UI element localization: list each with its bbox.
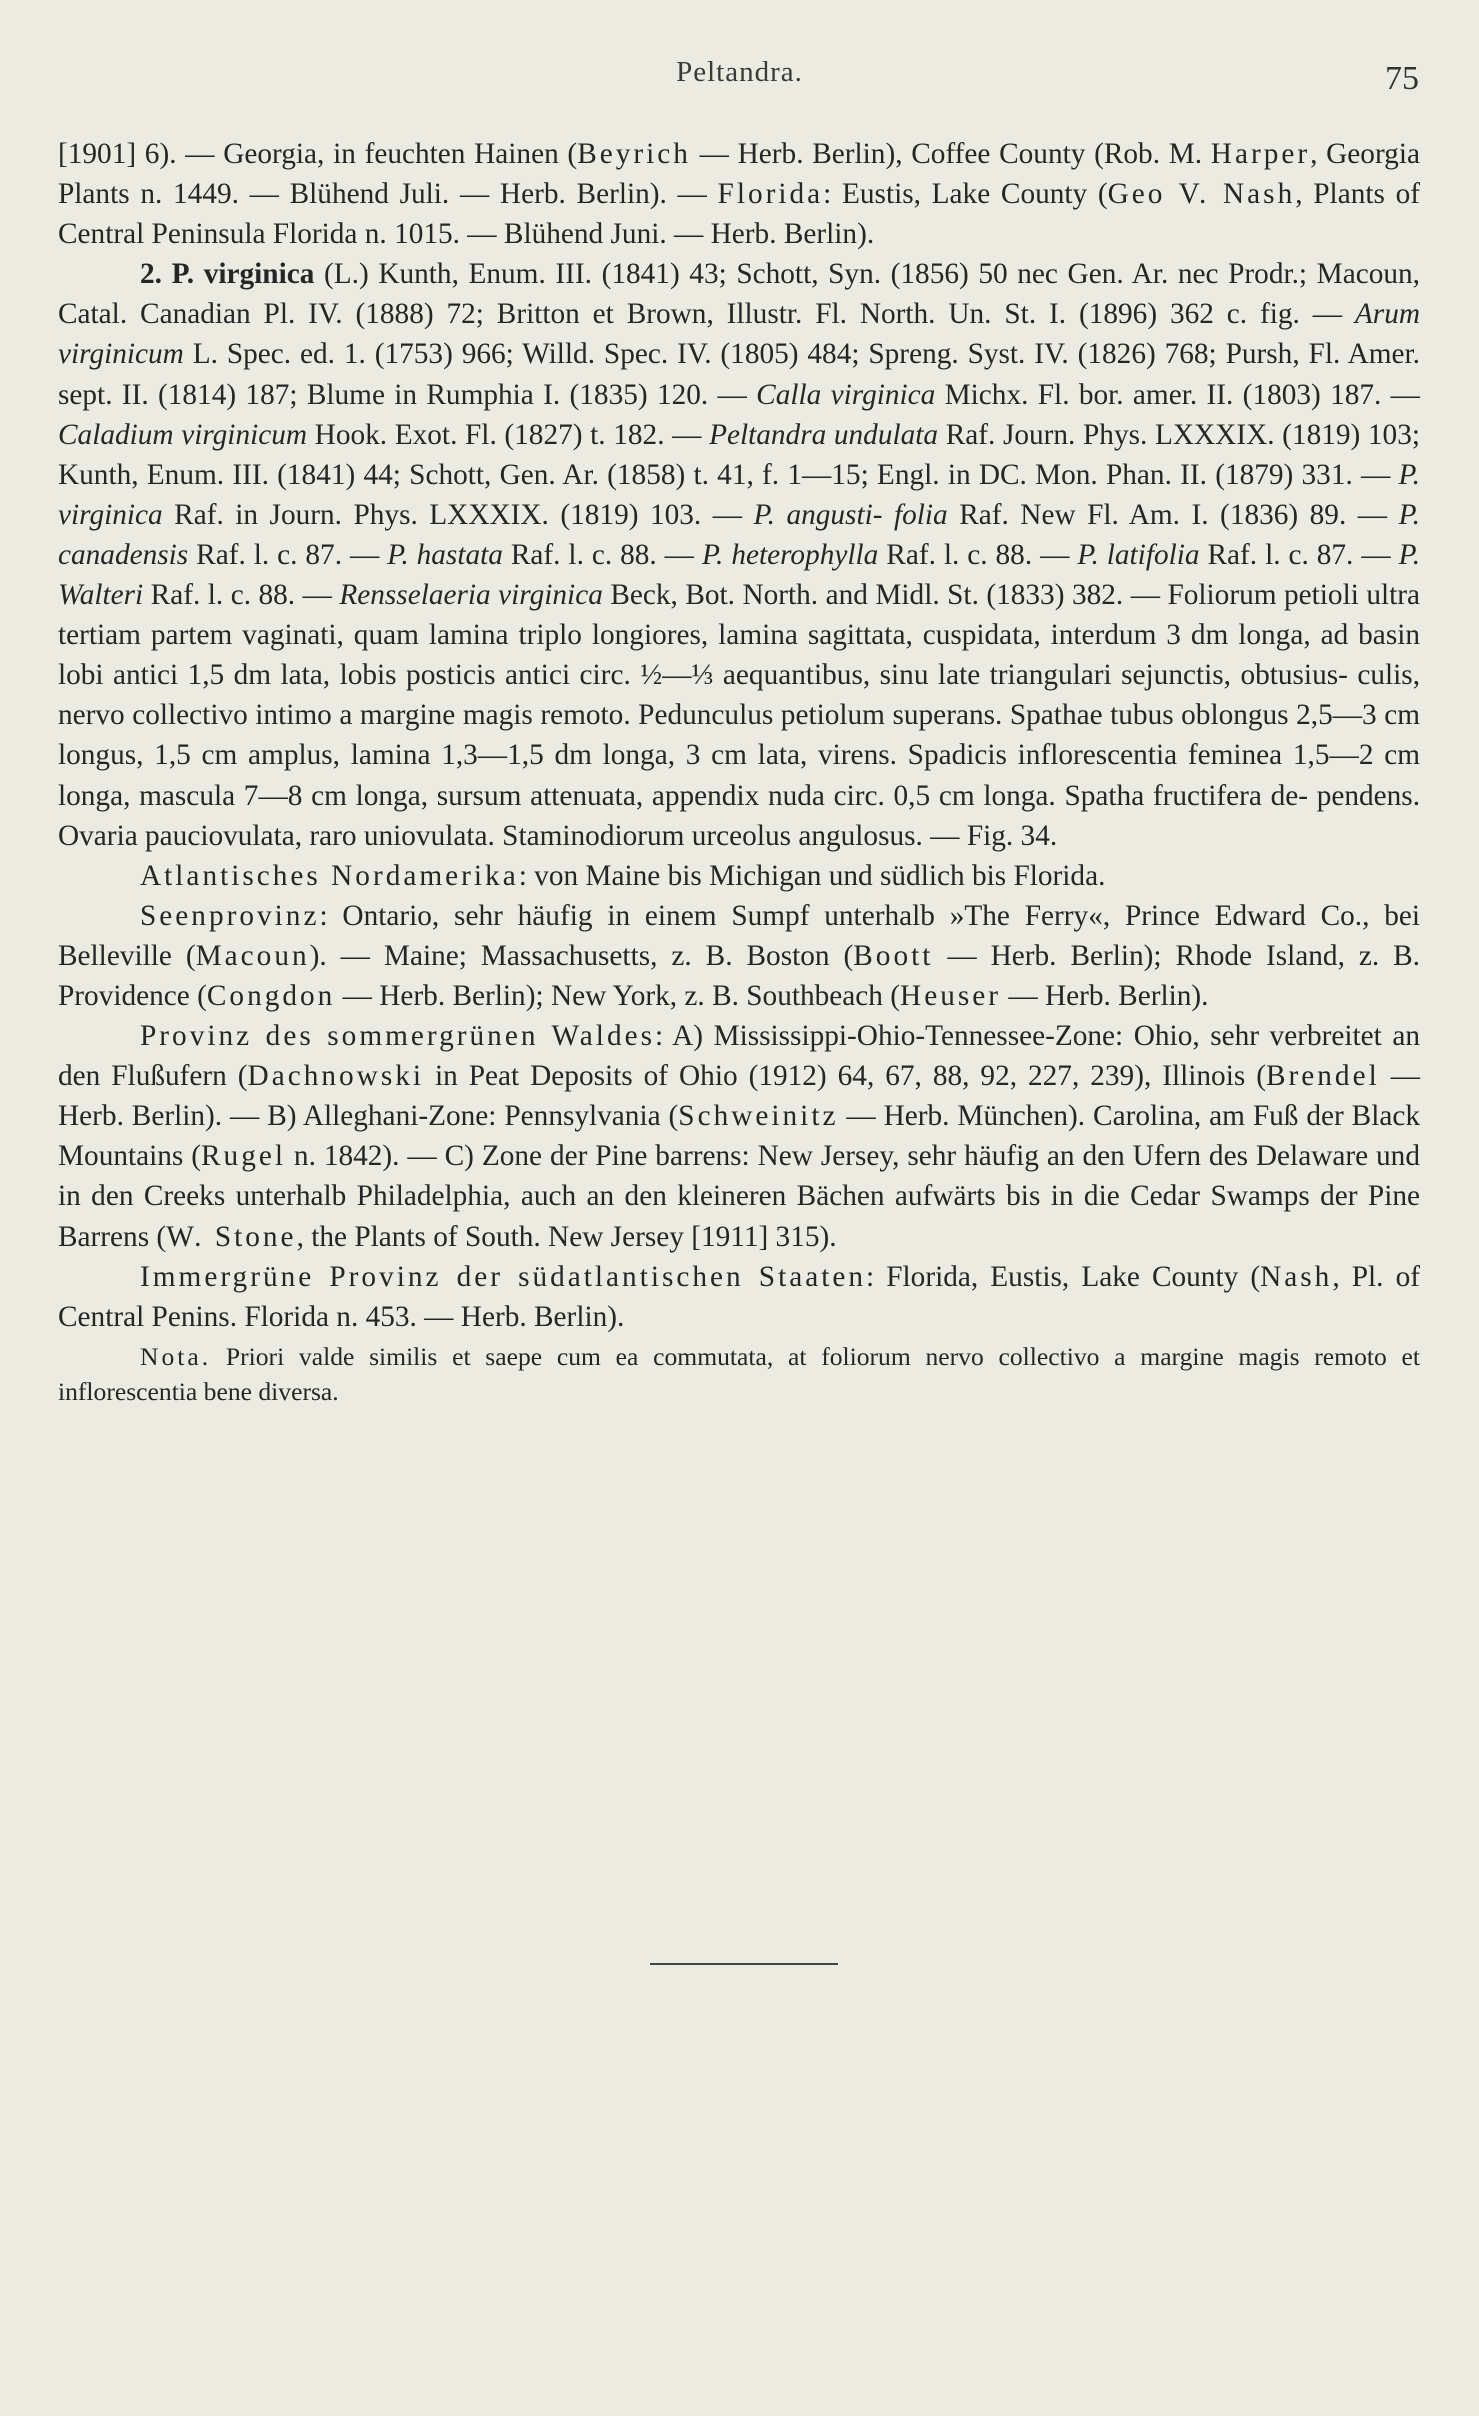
collector-name: Congdon	[206, 979, 336, 1012]
text-span: County (	[1151, 1260, 1261, 1293]
synonym: P. latifolia	[1077, 538, 1200, 571]
collector-name: Schweinitz	[678, 1100, 839, 1133]
text-span: Raf. l. c. 88. —	[143, 579, 340, 612]
region-name: Immergrüne Provinz der südatlantischen Staaten	[140, 1260, 867, 1293]
nota-label: Nota.	[140, 1341, 212, 1371]
figure-reference: Fig. 34.	[966, 819, 1058, 852]
synonym: Rensselaeria virginica	[339, 579, 603, 612]
text-span: (1753) 966; Willd. Spec. IV. (1805) 484; Spreng. Syst. IV. (1826) 768; Pursh, Fl.	[374, 338, 1341, 371]
text-span: Raf. New Fl. Am. I. (1836) 89. —	[947, 498, 1399, 531]
text-span: — Herb. München). Carolina, am Fuß der Black Mountains	[58, 1100, 1421, 1173]
text-span: n. 1015. — Blühend Juni. — Herb. Berlin).	[364, 218, 875, 251]
text-span: 64, 67, 88, 92, 227, 239), Illinois (	[837, 1060, 1266, 1093]
text-span: Gen. Ar. nec Prodr.; Macoun, Catal. Canadian Pl. IV. (1888) 72; Britton et Brown,	[58, 258, 1421, 331]
page-number: 75	[1385, 60, 1419, 97]
text-span: (	[191, 1140, 202, 1173]
text-span: Pennsylvania (	[504, 1100, 679, 1133]
region-name: Florida	[717, 178, 824, 211]
synonym: Walteri	[58, 579, 144, 612]
text-span: Raf. in Journ. Phys. LXXXIX. (1819) 103. —	[162, 498, 754, 531]
collector-name: W. Stone	[166, 1220, 297, 1253]
text-span: Ohio, sehr verbreitet an den Flußufern (	[58, 1020, 1420, 1093]
collector-name: Macoun	[195, 939, 310, 972]
text-span: pendens. Ovaria pauciovulata, raro uniovulata. Staminodiorum urceolus angulosus. —	[58, 779, 1421, 852]
text-span: (L.) Kunth, Enum. III. (1841) 43; Schott, Syn. (1856) 50 nec	[314, 258, 1058, 291]
text-span: Bächen aufwärts bis in die Cedar Swamps der Pine Barrens (	[58, 1180, 1421, 1253]
text-span: Raf. l. c. 87. —	[188, 538, 388, 571]
species-number: 2. P.	[140, 258, 204, 291]
page-header	[0, 56, 1479, 96]
text-span: t. 182. —	[590, 418, 710, 451]
text-span: Ufern des Delaware und in den Creeks unterhalb Philadelphia, auch an den kleineren	[58, 1140, 1420, 1213]
synonym: Caladium virginicum	[58, 418, 308, 451]
collector-name: Geo V. Nash	[1107, 178, 1296, 211]
text-span: Spathae tubus oblongus 2,5—3 cm longus, 1,5 cm amplus, lamina 1,3—1,5 dm longa,	[58, 699, 1420, 772]
text-span: 3 cm lata, virens. Spadicis inflorescentia feminea 1,5—2 cm longa, mascula 7—8 cm	[58, 739, 1420, 812]
collector-name: Beyrich	[577, 138, 691, 170]
text-span: lamina sagittata, cuspidata, interdum 3 dm longa, ad basin lobi antici 1,5 dm lata,	[58, 619, 1421, 692]
text-span: , Pl. of Central Penins. Florida n. 453. — Herb. Berlin).	[58, 1260, 1420, 1333]
region-name: Atlantisches Nordamerika	[140, 859, 519, 892]
section-divider	[650, 1963, 838, 1965]
text-span: , Plants of Central Peninsula Florida	[58, 178, 1420, 251]
nota-paragraph	[58, 1339, 1420, 1409]
synonym: P. canadensis	[58, 498, 1421, 571]
text-span: — Herb. Berlin); Rhode Island, z. B. Providence (	[58, 939, 1420, 1012]
text-span: — Herb. Berlin);	[335, 979, 544, 1012]
region-name: Seenprovinz	[140, 899, 320, 932]
text-span: Illustr. Fl. North. Un. St. I. (1896) 362 c. fig. —	[726, 298, 1355, 331]
synonym: folia	[893, 498, 948, 531]
species-description	[58, 254, 1420, 855]
text-span: Michx.	[935, 378, 1029, 411]
text-span: — Herb. Berlin).	[1001, 979, 1209, 1012]
distribution-paragraph	[58, 896, 1420, 1016]
collector-name: Boott	[853, 939, 934, 972]
text-span: : Florida, Eustis, Lake	[866, 1260, 1140, 1293]
text-span: Priori valde similis et saepe cum ea commutata, at foliorum nervo collectivo a	[211, 1341, 1126, 1371]
distribution-paragraph	[58, 856, 1420, 896]
text-span: Raf. l. c. 88. —	[510, 538, 702, 571]
text-span: , the Plants	[296, 1220, 426, 1253]
synonym: P.	[1398, 538, 1421, 571]
text-span: Hook. Exot. Fl. (1827)	[307, 418, 583, 451]
species-entry	[58, 134, 1420, 254]
text-span: : A) Mississippi-Ohio-Tennessee-Zone:	[655, 1020, 1124, 1053]
text-span: Prince Edward Co., bei Belleville (	[58, 899, 1421, 972]
text-span: Amer. sept. II. (1814) 187; Blume in Rumphia I. (1835) 120. —	[58, 338, 1420, 411]
collector-name: Harper	[1210, 138, 1311, 170]
synonym: P. virginica	[58, 458, 1420, 531]
text-span: n. 1842). — C) Zone der Pine barrens: New Jersey, sehr häufig an den	[286, 1140, 1125, 1173]
synonym: Calla virginica	[756, 378, 936, 411]
synonym: P. heterophylla	[701, 538, 879, 571]
text-span: margine magis remoto et inflorescentia bene diversa.	[58, 1341, 1420, 1406]
text-span: (1879) 331. —	[1215, 458, 1399, 491]
text-span: (Rob. M.	[1094, 138, 1211, 170]
text-span: : von Maine bis Michigan und südlich bis Florida.	[518, 859, 1106, 892]
text-span: (	[843, 939, 854, 972]
collector-name: Dachnowski	[247, 1060, 425, 1093]
text-span: lobis posticis antici circ. ½—⅓ aequantibus, sinu late triangulari sejunctis, obtusius-	[339, 659, 1348, 692]
text-span: : Eustis, Lake County (	[823, 178, 1108, 211]
collector-name: Heuser	[900, 979, 1002, 1012]
text-span: New York, z. B. Southbeach (	[550, 979, 901, 1012]
collector-name: Brendel	[1265, 1060, 1380, 1093]
synonym: Arum virginicum	[58, 298, 1420, 371]
text-span: Raf. Journ. Phys. LXXXIX. (1819) 103; Kunth, Enum. III.	[58, 418, 1420, 491]
synonym: P. hastata	[387, 538, 503, 571]
collector-name: Nash	[1260, 1260, 1333, 1293]
running-title: Peltandra.	[676, 56, 803, 88]
text-span: L. Spec. ed. 1.	[183, 338, 366, 371]
text-span: (1841) 44; Schott, Gen. Ar. (1858) t. 41, f. 1—15; Engl. in DC. Mon. Phan. II.	[277, 458, 1207, 491]
species-name: virginica	[203, 258, 315, 291]
page-body	[58, 134, 1420, 1409]
distribution-paragraph	[58, 1257, 1420, 1337]
text-span: longa, sursum attenuata, appendix nuda circ. 0,5 cm longa. Spatha fructifera de-	[355, 779, 1308, 812]
text-span: Raf. l. c. 87. —	[1199, 538, 1399, 571]
text-span: of South. New Jersey [1911] 315).	[433, 1220, 837, 1253]
text-span: Beck, Bot. North. and Midl. St. (1833)	[602, 579, 1065, 612]
text-span: ). — Maine; Massachusetts, z. B. Boston	[309, 939, 830, 972]
region-name: Provinz des sommergrünen Waldes	[140, 1020, 655, 1053]
text-span: — Herb. Berlin). — B) Alleghani-Zone:	[58, 1060, 1420, 1133]
text-span: — Herb. Berlin), Coffee County	[690, 138, 1086, 170]
distribution-paragraph	[58, 1016, 1420, 1257]
text-span: Fl. bor. amer. II. (1803) 187. —	[1037, 378, 1420, 411]
text-span: culis, nervo collectivo intimo a margine magis remoto. Pedunculus petiolum superans.	[58, 659, 1421, 732]
text-span: : Ontario, sehr häufig in einem Sumpf unterhalb »The Ferry«,	[319, 899, 1111, 932]
text-span: 382. — Foliorum petioli ultra tertiam partem vaginati, quam lamina triplo longiores,	[58, 579, 1421, 652]
synonym: P. angusti-	[753, 498, 883, 531]
text-span: Raf. l. c. 88. —	[878, 538, 1078, 571]
text-span: [1901] 6). — Georgia, in feuchten Hainen (	[58, 138, 578, 170]
text-span: in Peat Deposits of Ohio (1912)	[424, 1060, 827, 1093]
synonym: Peltandra undulata	[709, 418, 939, 451]
text-span: , Georgia Plants n. 1449. — Blühend Juli. — Herb. Berlin). —	[58, 138, 1420, 211]
collector-name: Rugel	[201, 1140, 286, 1173]
